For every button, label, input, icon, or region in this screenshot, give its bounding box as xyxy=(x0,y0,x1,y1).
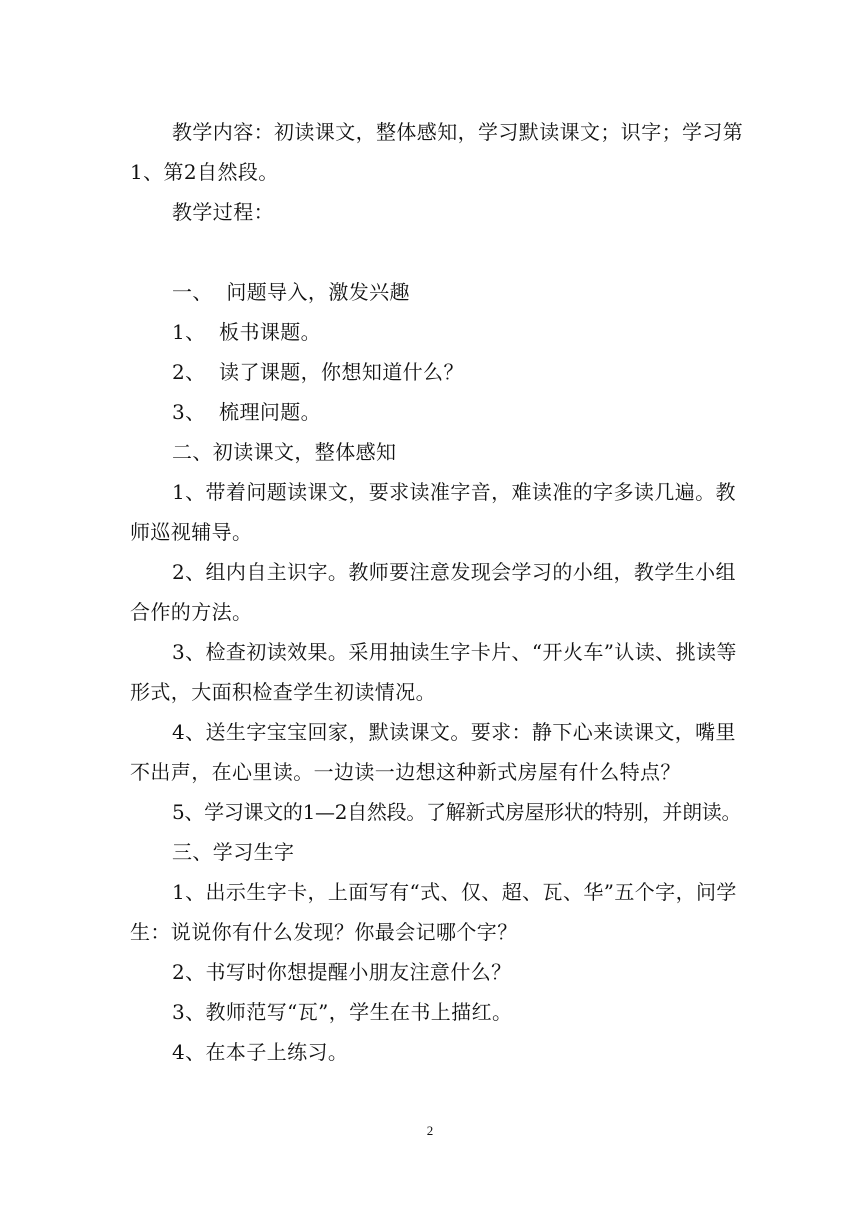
list-item: 1、带着问题读课文，要求读准字音，难读准的字多读几遍。教师巡视辅导。 xyxy=(130,480,736,544)
list-item: 3、检查初读效果。采用抽读生字卡片、“开火车”认读、挑读等形式，大面积检查学生初读情况。 xyxy=(130,640,737,704)
list-item: 2、 读了课题，你想知道什么？ xyxy=(172,360,464,384)
page-number: 2 xyxy=(426,1123,434,1138)
list-item: 3、教师范写“瓦”，学生在书上描红。 xyxy=(172,1000,513,1024)
list-item: 1、出示生字卡，上面写有“式、仅、超、瓦、华”五个字，问学生：说说你有什么发现？你最会记哪个字？ xyxy=(130,880,737,944)
document-body xyxy=(130,112,745,1072)
section-heading-1: 一、 问题导入，激发兴趣 xyxy=(172,280,410,304)
list-item: 2、书写时你想提醒小朋友注意什么？ xyxy=(172,960,512,984)
list-item: 4、送生字宝宝回家，默读课文。要求：静下心来读课文，嘴里不出声，在心里读。一边读一边想这种新式房屋有什么特点？ xyxy=(130,720,736,784)
list-item: 3、 梳理问题。 xyxy=(172,400,322,424)
list-item: 2、组内自主识字。教师要注意发现会学习的小组，教学生小组合作的方法。 xyxy=(130,560,736,624)
list-item: 5、学习课文的1—2自然段。了解新式房屋形状的特别，并朗读。 xyxy=(172,800,742,824)
paragraph-teaching-process: 教学过程： xyxy=(172,200,274,224)
section-heading-2: 二、初读课文，整体感知 xyxy=(172,440,397,464)
list-item: 1、 板书课题。 xyxy=(172,320,322,344)
paragraph-teaching-content: 教学内容：初读课文，整体感知，学习默读课文；识字；学习第1、第2自然段。 xyxy=(130,120,744,184)
section-heading-3: 三、学习生字 xyxy=(172,840,295,864)
blank-line xyxy=(130,232,745,272)
list-item: 4、在本子上练习。 xyxy=(172,1040,349,1064)
